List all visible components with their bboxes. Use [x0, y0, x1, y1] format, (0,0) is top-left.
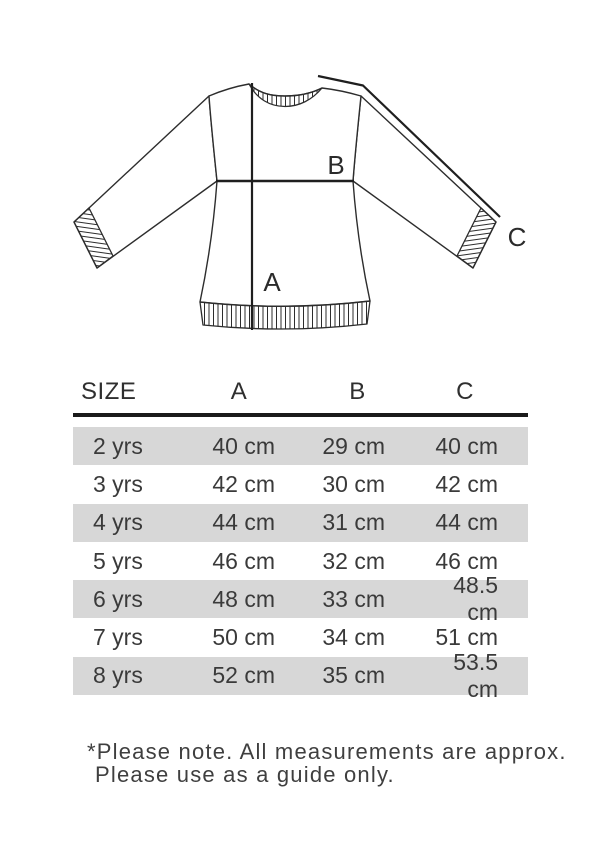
disclaimer-line-2: Please use as a guide only. [95, 762, 395, 788]
disclaimer-note [87, 739, 600, 788]
size-row [73, 572, 528, 626]
measure-a-cell: 42 cm [212, 470, 275, 497]
measure-c-cell: 51 cm [435, 624, 498, 651]
size-chart-header-row [73, 352, 528, 406]
size-cell: 8 yrs [93, 662, 143, 689]
size-row [73, 427, 528, 465]
measure-b-cell: 35 cm [322, 662, 385, 689]
size-cell: 5 yrs [93, 547, 143, 574]
measure-b-cell: 30 cm [322, 470, 385, 497]
size-row [73, 504, 528, 542]
column-header-a: A [230, 378, 248, 405]
size-cell: 7 yrs [93, 624, 143, 651]
measure-c-cell: 46 cm [435, 547, 498, 574]
column-header-b: B [349, 378, 366, 405]
measure-c-cell: 42 cm [435, 470, 498, 497]
sweater-measurement-diagram [0, 0, 600, 352]
column-header-c: C [456, 378, 474, 405]
measure-label-a: A [263, 267, 281, 297]
size-cell: 6 yrs [93, 585, 143, 612]
measure-a-cell: 46 cm [212, 547, 275, 574]
measure-c-cell: 40 cm [435, 432, 498, 459]
column-header-size: SIZE [81, 378, 137, 405]
size-row [73, 465, 528, 503]
measure-b-cell: 34 cm [322, 624, 385, 651]
measure-b-cell: 31 cm [322, 509, 385, 536]
size-chart-table [73, 352, 528, 702]
size-cell: 3 yrs [93, 470, 143, 497]
measure-label-c: C [507, 222, 527, 252]
measure-c-cell: 48.5 cm [453, 572, 498, 626]
measure-label-b: B [327, 150, 345, 180]
size-row [73, 648, 528, 702]
size-cell: 2 yrs [93, 432, 143, 459]
measure-a-cell: 44 cm [212, 509, 275, 536]
header-divider-rule [73, 413, 528, 417]
measure-b-cell: 33 cm [322, 585, 385, 612]
measure-b-cell: 32 cm [322, 547, 385, 574]
measure-a-cell: 52 cm [212, 662, 275, 689]
measure-a-cell: 48 cm [212, 585, 275, 612]
measure-a-cell: 40 cm [212, 432, 275, 459]
disclaimer-line-1: *Please note. All measurements are approx. [87, 739, 567, 765]
size-cell: 4 yrs [93, 509, 143, 536]
sweater-body [200, 84, 370, 306]
measure-c-cell: 53.5 cm [453, 648, 498, 702]
measure-b-cell: 29 cm [322, 432, 385, 459]
measure-c-cell: 44 cm [435, 509, 498, 536]
size-chart-body [73, 427, 528, 702]
measure-a-cell: 50 cm [212, 624, 275, 651]
